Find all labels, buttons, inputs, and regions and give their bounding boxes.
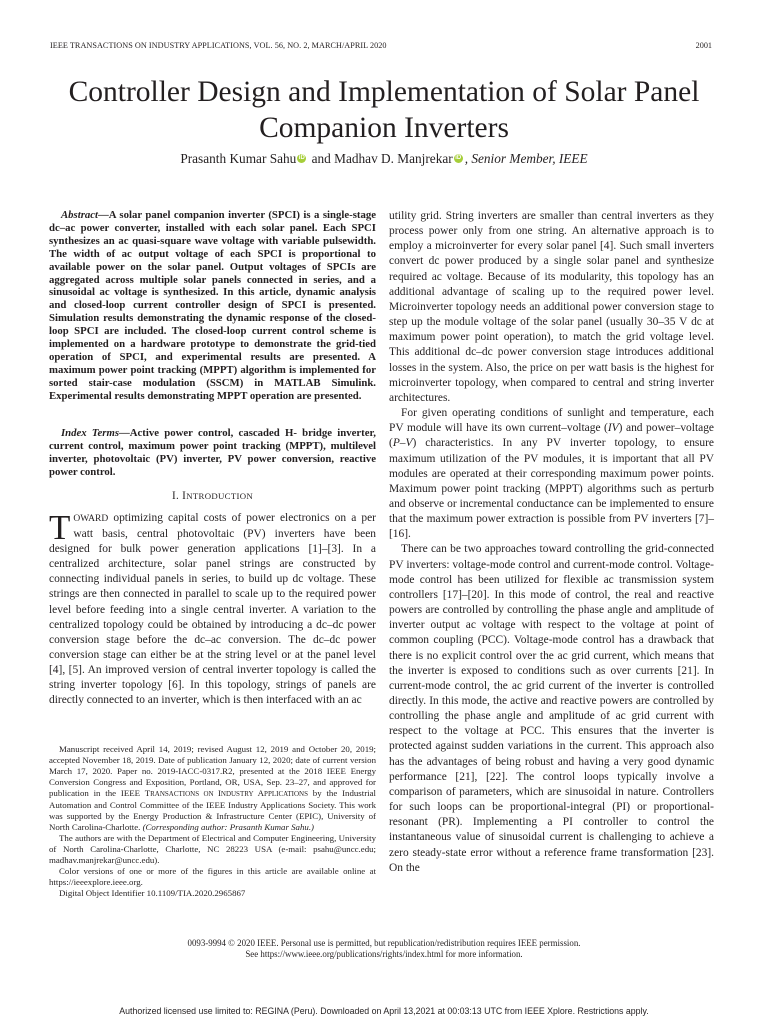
section-title-rest: NTRODUCTION — [186, 491, 254, 501]
author-line — [40, 151, 728, 167]
copyright-line-1: 0093-9994 © 2020 IEEE. Personal use is permitted, but republication/redistribution requires IEEE permission. — [187, 938, 581, 948]
abstract-body: —A solar panel companion inverter (SPCI) is a single-stage dc–ac power converter, installed with each solar panel. Each SPCI synthesizes an ac quasi-square wave voltage with variable pulsewidth. The width of ac output voltage of each SPCI is proportional to available power on the solar panel. Output voltages of SPCIs are aggregated across multiple solar panels connected in series, and a sinusoidal ac voltage is synthesized. In this article, dynamic analysis and closed-loop current controller design of SPCI is presented. Simulation results demonstrating the dynamic response of the closed-loop SPCI are included. The closed-loop current control scheme is implemented on a hardware prototype to demonstrate the grid-tied operation of SPCI, and experimental results are presented. A maximum power point tracking (MPPT) algorithm is implemented for sorted stair-case modulation (SSCM) in MATLAB Simulink. Experimental results demonstrating MPPT operation are presented. — [49, 209, 376, 402]
footnote-manuscript: Manuscript received April 14, 2019; revised August 12, 2019 and October 20, 2019; accepted November 18, 2019. Date of publication January 12, 2020; date of current version March 17, 2020. Paper no. 2019-IACC-0317.R2, presented at the 2018 IEEE Energy Conversion Congress and Exposition, Portland, OR, USA, Sep. 23–27, and approved for publication in the IEEE TRANSACTIONS ON INDUSTRY APPLICATIONS by the Industrial Automation and Control Committee of the IEEE Industry Applications Society. This work was supported by the Energy Production & Infrastructure Center (EPIC), University of North Carolina-Charlotte. (Corresponding author: Prasanth Kumar Sahu.) — [49, 744, 376, 832]
intro-paragraph — [49, 508, 376, 708]
abstract-label: Abstract — [61, 209, 99, 221]
orcid-icon[interactable]: iD — [455, 155, 462, 161]
index-terms-label: Index Terms — [61, 427, 120, 439]
orcid-icon[interactable]: iD — [298, 155, 305, 161]
corresponding-author: (Corresponding author: Prasanth Kumar Sahu.) — [142, 822, 314, 832]
intro-lead-word: OWARD — [73, 514, 109, 524]
running-header-journal: IEEE TRANSACTIONS ON INDUSTRY APPLICATIONS, VOL. 56, NO. 2, MARCH/APRIL 2020 — [50, 41, 387, 50]
author-conjunction: and — [311, 151, 331, 166]
section-heading — [49, 490, 376, 502]
footnote-doi: Digital Object Identifier 10.1109/TIA.2020.2965867 — [59, 888, 246, 898]
copyright-notice — [40, 938, 728, 960]
footnotes — [49, 744, 376, 899]
download-notice: Authorized licensed use limited to: REGINA (Peru). Downloaded on April 13,2021 at 00:03:13 UTC from IEEE Xplore. Restrictions apply. — [119, 1006, 649, 1016]
right-paragraph-2: For given operating conditions of sunlight and temperature, each PV module will have its own current–voltage (IV) and power–voltage (P–V) characteristics. In any PV inverter topology, to ensure maximum utilization of the PV modules, it is important that all PV modules are operated at their corresponding maximum power points. Maximum power point tracking (MPPT) algorithms such as perturb and observe or incremental conductance can be implemented to ensure that the maximum power extraction is possible from PV inverters [7]–[16]. — [389, 407, 714, 541]
abstract — [49, 209, 376, 403]
footnote-affiliation: The authors are with the Department of Electrical and Computer Engineering, University of North Carolina-Charlotte, Charlotte, NC 28223 USA (e-mail: psahu@uncc.edu; madhav.manjrekar@uncc.edu). — [49, 833, 376, 865]
right-paragraph-3: There can be two approaches toward controlling the grid-connected PV inverters: voltage-mode control and current-mode control. Voltage-mode control has been utilized for flexible ac transmission system controllers [17]–[20]. In this mode of control, the real and reactive powers are controlled by controlling the phase angle and amplitude of inverter output ac voltage with respect to the voltage at point of common coupling (PCC). Voltage-mode control has a drawback that there is no explicit control over the ac grid current, which means that the inverter is exposed to conditions such as over currents [21]. In current-mode control, the ac grid current of the inverter is controlled directly. In this mode, the active and reactive powers are controlled by controlling the phase angle and amplitude of ac grid current with respect to the voltage at PCC. This ensures that the inverter is protected against sudden variations in the current. This approach also has the advantages of being robust and having a very good dynamic performance [21], [22]. The control loops typically involve a comparison of parameters, which are sinusoidal in nature. Controllers for such loops can be proportional-integral (PI) or proportional-resonant (PR). Implementing a PI controller to control the instantaneous value of sinusoidal current is challenging to achieve a zero steady-state error without a reference frame transformation [23]. On the — [389, 543, 714, 874]
copyright-line-2: See https://www.ieee.org/publications/rights/index.html for more information. — [245, 949, 523, 959]
index-terms-body: —Active power control, cascaded H- bridge inverter, current control, maximum power point tracking (MPPT), multilevel inverter, photovoltaic (PV) inverter, PV power conversion, reactive power control. — [49, 427, 376, 478]
section-number: I. — [171, 490, 180, 502]
author-name-2: Madhav D. Manjrekar — [334, 151, 453, 166]
page-number: 2001 — [695, 41, 712, 50]
drop-cap: T — [49, 508, 71, 547]
right-paragraph-1: utility grid. String inverters are smaller than central inverters as they process power only from one string. An alternative approach is to employ a microinverter for every solar panel [4]. Such small inverters convert dc power produced by a single solar panel and synthesize required ac voltage. Because of its modularity, this topology has an additional advantage of scaling up to the required power level. Microinverter topology needs an additional power conversion stage to step up the module voltage of the solar panel (usually 30–35 V dc at maximum power point operation), to match the grid voltage level. This additional dc–dc power conversion stage introduces additional losses in the system. Also, the price on per watt basis is the highest for microinverter topology, when compared to central and string inverter architectures. — [389, 210, 714, 404]
paper-title: Controller Design and Implementation of Solar Panel Companion Inverters — [68, 76, 700, 144]
section-title-initial: I — [182, 490, 187, 502]
right-column — [389, 209, 714, 876]
author-name-1: Prasanth Kumar Sahu — [180, 151, 297, 166]
footnote-color: Color versions of one or more of the figures in this article are available online at https://ieeexplore.ieee.org. — [49, 866, 376, 887]
intro-text: optimizing capital costs of power electronics on a per watt basis, central photovoltaic (PV) inverters have been designed for bulk power generation applications [1]–[3]. In a centralized architecture, solar panel strings are constructed by connecting individual panels in series, to build up dc voltage. These strings are then connected in parallel to scale up to the required power level before feeding into a single central inverter. A variation to the centralized topology could be obtained by introducing a dc–dc power conversion stage before the dc–ac conversion. The dc–dc power conversion stage can either be at the string level or at the panel level [4], [5]. An improved version of central inverter topology is called the string inverter topology [6]. In this topology, strings of panels are directly connected to an inverter, which is then interfaced with an ac — [49, 512, 376, 707]
author-membership: , Senior Member, IEEE — [464, 151, 588, 166]
index-terms — [49, 427, 376, 479]
